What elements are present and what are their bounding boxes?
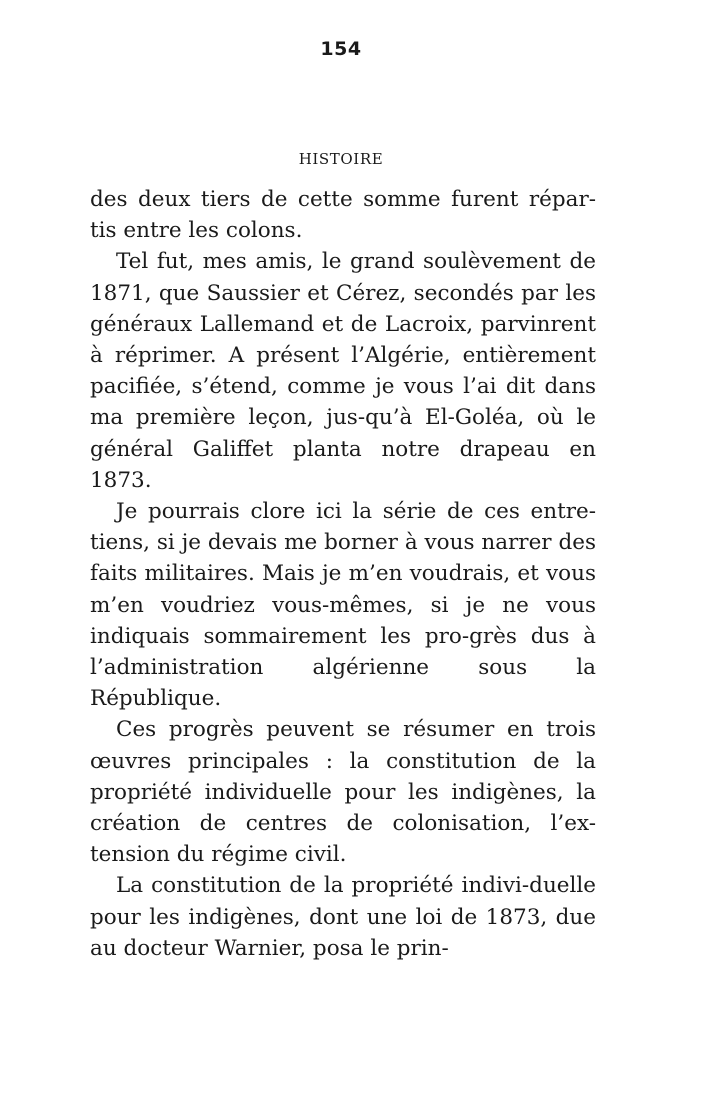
page-number: 154 bbox=[320, 38, 362, 60]
paragraph: La constitution de la propriété indivi-duelle pour les indigènes, dont une loi de 1873, due au docteur Warnier, posa le prin- bbox=[90, 873, 596, 961]
paragraph: Ces progrès peuvent se résumer en trois œuvres principales : la constitution de la propriété individuelle pour les indigènes, la création de centres de colonisation, l’ex-tension du régime civil. bbox=[90, 717, 596, 868]
running-head: HISTOIRE bbox=[298, 150, 384, 168]
paragraph-continued: des deux tiers de cette somme furent répar-tis entre les colons. bbox=[90, 187, 596, 244]
body-text bbox=[90, 184, 596, 964]
paragraph: Je pourrais clore ici la série de ces entre-tiens, si je devais me borner à vous narrer des faits militaires. Mais je m’en voudrais, et vous m’en voudriez vous-mêmes, si je ne vous indiquais sommairement les pro-grès dus à l’administration algérienne sous la République. bbox=[90, 499, 596, 712]
paragraph: Tel fut, mes amis, le grand soulèvement de 1871, que Saussier et Cérez, secondés par les généraux Lallemand et de Lacroix, parvinrent à réprimer. A présent l’Algérie, entièrement pacifiée, s’étend, comme je vous l’ai dit dans ma première leçon, jus-qu’à El-Goléa, où le général Galiffet planta notre drapeau en 1873. bbox=[90, 249, 596, 493]
